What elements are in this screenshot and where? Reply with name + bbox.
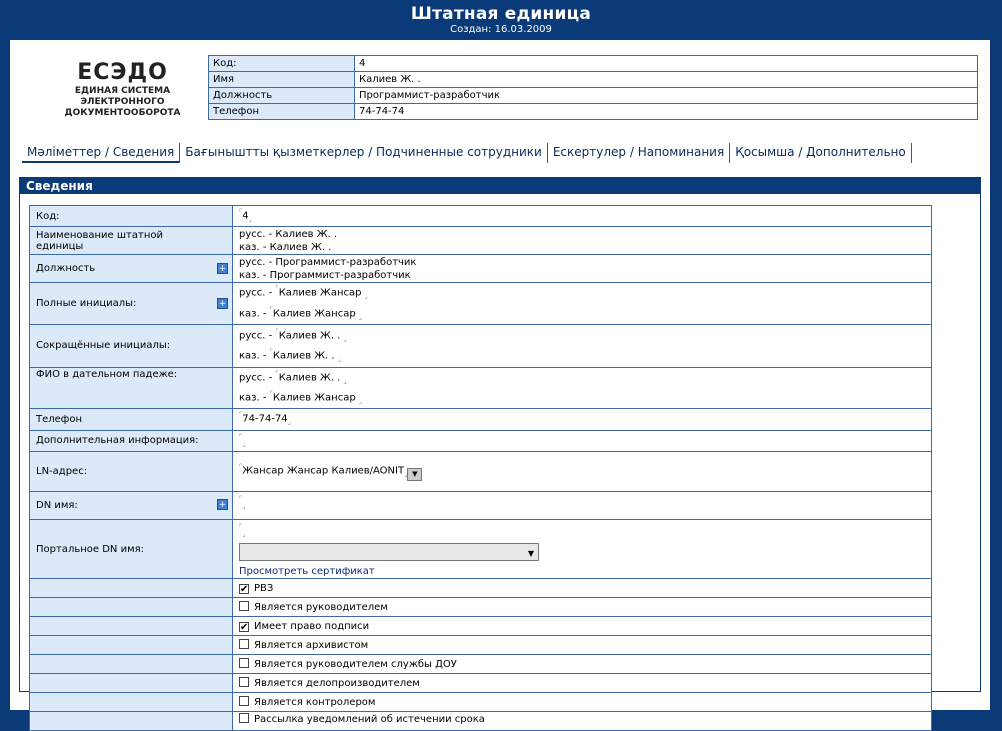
row-phone [30,409,932,430]
short-initials-kaz-value: Калиев Ж. . [272,350,335,362]
label-portal-dn: Портальное DN имя: [30,519,233,578]
checkbox-label: Является руководителем [254,601,388,613]
created-date: Создан: 16.03.2009 [450,24,552,35]
info-row-name [209,72,978,88]
row-checkbox-expiry-notify [30,712,932,731]
row-code [30,206,932,227]
empty-label [30,712,233,731]
checkbox-icon[interactable] [239,677,249,687]
kaz-prefix: каз. - [239,392,267,404]
rus-prefix: русс. - [239,330,273,342]
info-value: 74-74-74 [355,104,978,120]
logo-title: ЕСЭДО [77,60,168,85]
info-table [208,55,978,120]
checkbox-label: РВЗ [254,582,274,594]
name-values [233,227,932,255]
field-start-marker: ⌜ [239,432,243,441]
rus-prefix: русс. - [239,371,273,383]
row-name [30,227,932,255]
tab-bar [22,143,912,163]
short-initials-kaz[interactable] [239,346,925,366]
field-end-marker: ⌟ [358,397,363,406]
row-checkbox-signature [30,617,932,636]
dative-kaz-value: Калиев Жансар [272,392,356,404]
empty-label [30,617,233,636]
label-full-initials [30,283,233,325]
label-position-text: Должность [36,263,96,275]
phone-field[interactable] [233,409,932,430]
checkbox-archivist[interactable] [233,636,932,655]
field-end-marker: ⌟ [343,335,347,344]
info-row-phone [209,104,978,120]
extra-field[interactable] [233,430,932,451]
field-start-marker: ⌜ [239,522,243,531]
checkbox-label: Является контролером [254,696,376,708]
field-start-marker: ⌜ [269,348,273,357]
full-initials-kaz[interactable] [239,304,925,324]
chevron-down-icon: ▼ [527,549,534,559]
field-end-marker: ⌟ [242,439,246,448]
name-kaz: каз. - Калиев Ж. . [239,241,332,253]
label-position [30,255,233,283]
checkbox-label: Является архивистом [254,639,369,651]
row-position [30,255,932,283]
ln-address-value: Жансар Жансар Калиев/AONIT [242,465,405,477]
field-start-marker: ⌜ [239,208,243,216]
logo-line-1: ЕДИНАЯ СИСТЕМА [74,86,171,96]
dative-values [233,367,932,409]
label-dn-name [30,491,233,519]
empty-label [30,598,233,617]
page-content [10,40,990,726]
field-start-marker: ⌜ [239,411,243,420]
portal-dn-field[interactable] [239,521,925,541]
panel-title: Сведения [20,178,980,194]
label-ln-address: LN-адрес: [30,451,233,491]
field-start-marker: ⌜ [275,369,279,378]
field-start-marker: ⌜ [269,305,273,314]
esedo-logo [50,60,195,119]
logo-line-2: ЭЛЕКТРОННОГО [80,97,165,107]
checkbox-icon[interactable] [239,639,249,649]
info-label: Должность [209,88,355,104]
window-header [0,0,1002,38]
checkbox-signature[interactable] [233,617,932,636]
checkbox-clerk[interactable] [233,674,932,693]
checkbox-icon[interactable] [239,713,249,723]
row-short-initials [30,324,932,367]
full-initials-plus-icon[interactable]: + [218,298,227,309]
code-field[interactable] [233,206,932,227]
label-dative: ФИО в дательном падеже: [30,367,233,409]
empty-label [30,693,233,712]
checkbox-icon[interactable] [239,658,249,668]
checkbox-icon[interactable]: ✔ [240,583,249,595]
checkbox-manager[interactable] [233,598,932,617]
kaz-prefix: каз. - [239,350,267,362]
checkbox-label: Рассылка уведомлений об истечении срока [254,714,485,726]
checkbox-label: Является делопроизводителем [254,677,420,689]
position-plus-icon[interactable]: + [218,263,227,274]
empty-label [30,655,233,674]
position-values [233,255,932,283]
rus-prefix: русс. - [239,287,273,299]
info-value: Программист-разработчик [355,88,978,104]
portal-dn-values [233,519,932,578]
position-rus: русс. - Программист-разработчик [239,256,417,268]
label-phone: Телефон [30,409,233,430]
row-full-initials [30,283,932,325]
kaz-prefix: каз. - [239,307,267,319]
tab-additional[interactable]: Қосымша / Дополнительно [730,143,912,163]
dative-rus[interactable] [239,368,925,388]
field-end-marker: ⌟ [364,292,368,301]
short-initials-values [233,324,932,367]
checkbox-rvz[interactable] [233,579,932,598]
empty-label [30,579,233,598]
label-dn-name-text: DN имя: [36,499,78,511]
checkbox-label: Является руководителем службы ДОУ [254,658,457,670]
full-initials-values [233,283,932,325]
ln-address-dropdown-icon[interactable]: ▼ [407,468,422,481]
label-name: Наименование штатной единицы [30,227,233,255]
info-row-position [209,88,978,104]
logo-line-3: ДОКУМЕНТООБОРОТА [64,108,181,118]
info-label: Имя [209,72,355,88]
details-panel [19,177,981,726]
empty-label [30,674,233,693]
field-end-marker: ⌟ [242,502,246,511]
portal-dn-select[interactable] [239,543,539,561]
row-dative [30,367,932,409]
checkbox-dou-head[interactable] [233,655,932,674]
dative-rus-value: Калиев Ж. . [278,371,341,383]
label-extra: Дополнительная информация: [30,430,233,451]
short-initials-rus-value: Калиев Ж. . [278,330,341,342]
field-end-marker: ⌟ [248,215,252,224]
field-start-marker: ⌜ [275,327,279,336]
position-kaz: каз. - Программист-разработчик [239,269,411,281]
checkbox-controller[interactable] [233,693,932,712]
row-dn-name [30,491,932,519]
info-value: 4 [355,56,978,72]
checkbox-icon[interactable]: ✔ [240,621,249,633]
field-end-marker: ⌟ [343,376,347,385]
field-end-marker: ⌟ [337,355,342,364]
row-portal-dn [30,519,932,578]
row-checkbox-dou-head [30,655,932,674]
tab-subordinates[interactable]: Бағыныштты қызметкерлер / Подчиненные сотрудники [180,143,548,163]
row-checkbox-clerk [30,674,932,693]
field-end-marker: ⌟ [358,312,363,321]
code-value: 4 [242,210,249,222]
dn-name-field[interactable] [233,491,932,519]
field-start-marker: ⌜ [269,389,273,398]
checkbox-expiry-notify[interactable] [233,712,932,731]
info-value: Калиев Ж. . [355,72,978,88]
full-initials-rus-value: Калиев Жансар [278,287,362,299]
tab-reminders[interactable]: Ескертулер / Напоминания [548,143,730,163]
checkbox-label: Имеет право подписи [254,620,370,632]
field-start-marker: ⌜ [239,463,243,472]
details-form [29,205,932,731]
row-checkbox-rvz [30,579,932,598]
dative-kaz[interactable] [239,388,925,408]
ln-address-field[interactable] [233,451,932,491]
info-row-code [209,56,978,72]
info-label: Телефон [209,104,355,120]
view-certificate-link[interactable]: Просмотреть сертификат [239,566,375,578]
field-end-marker: ⌟ [287,418,291,427]
checkbox-icon[interactable] [239,696,249,706]
full-initials-kaz-value: Калиев Жансар [272,307,356,319]
label-short-initials: Сокращённые инициалы: [30,324,233,367]
label-full-initials-text: Полные инициалы: [36,298,137,310]
row-checkbox-controller [30,693,932,712]
info-label: Код: [209,56,355,72]
full-initials-rus[interactable] [239,283,925,303]
field-end-marker: ⌟ [404,470,408,479]
tab-details[interactable]: Мәліметтер / Сведения [22,143,180,163]
page-title: Штатная единица [410,4,592,24]
label-code: Код: [30,206,233,227]
dn-name-plus-icon[interactable]: + [218,500,227,511]
empty-label [30,636,233,655]
field-start-marker: ⌜ [275,285,279,294]
row-extra [30,430,932,451]
checkbox-icon[interactable] [239,601,249,611]
phone-value: 74-74-74 [242,413,288,425]
short-initials-rus[interactable] [239,326,925,346]
row-ln-address [30,451,932,491]
row-checkbox-archivist [30,636,932,655]
field-end-marker: ⌟ [242,530,246,539]
row-checkbox-manager [30,598,932,617]
field-start-marker: ⌜ [239,494,243,503]
name-rus: русс. - Калиев Ж. . [239,228,338,240]
